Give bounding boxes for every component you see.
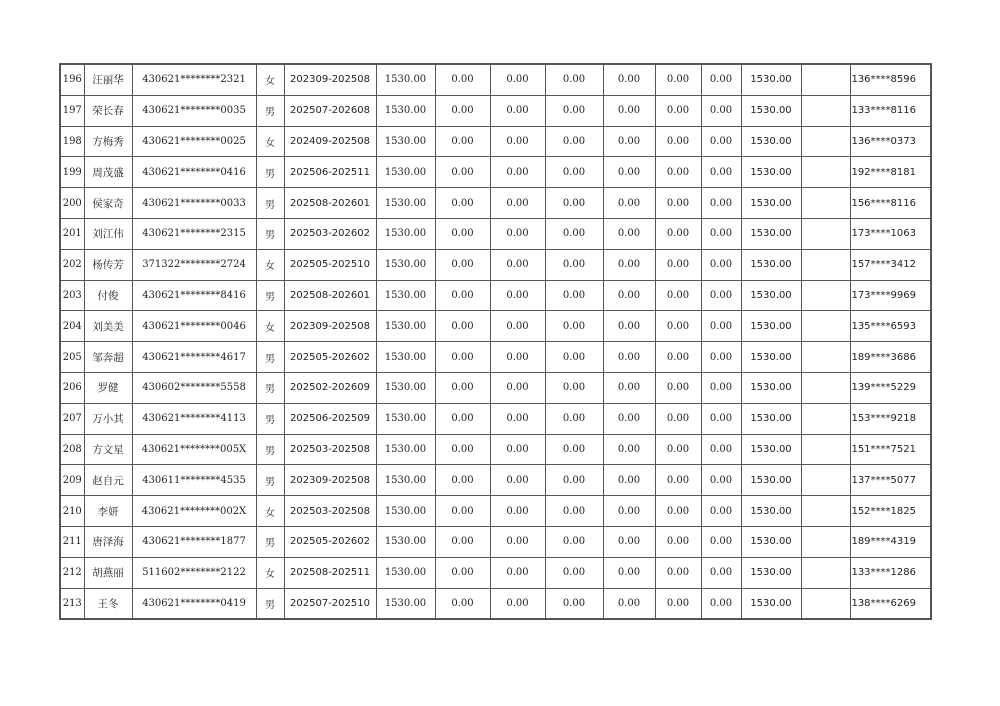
value-cell-5: 0.00 <box>655 95 701 126</box>
name-cell: 刘江伟 <box>84 218 132 249</box>
row-number-cell: 213 <box>60 588 84 619</box>
period-cell: 202508-202601 <box>284 280 376 311</box>
table-row <box>60 218 931 249</box>
value-cell-3: 0.00 <box>545 557 603 588</box>
blank-cell <box>801 403 850 434</box>
gender-cell: 女 <box>256 557 284 588</box>
value-cell-3: 0.00 <box>545 64 603 95</box>
blank-cell <box>801 465 850 496</box>
total-cell: 1530.00 <box>741 311 801 342</box>
value-cell-1: 0.00 <box>435 95 490 126</box>
value-cell-4: 0.00 <box>603 557 655 588</box>
name-cell: 付俊 <box>84 280 132 311</box>
blank-cell <box>801 126 850 157</box>
row-number-cell: 198 <box>60 126 84 157</box>
total-cell: 1530.00 <box>741 588 801 619</box>
name-cell: 刘美美 <box>84 311 132 342</box>
value-cell-6: 0.00 <box>701 465 741 496</box>
id-number-cell: 430621********4617 <box>132 342 256 373</box>
row-number-cell: 200 <box>60 188 84 219</box>
value-cell-5: 0.00 <box>655 557 701 588</box>
phone-cell: 136****0373 <box>850 126 931 157</box>
table-row <box>60 64 931 95</box>
amount-cell: 1530.00 <box>376 526 435 557</box>
blank-cell <box>801 95 850 126</box>
id-number-cell: 430621********4113 <box>132 403 256 434</box>
blank-cell <box>801 372 850 403</box>
phone-cell: 137****5077 <box>850 465 931 496</box>
value-cell-4: 0.00 <box>603 64 655 95</box>
total-cell: 1530.00 <box>741 496 801 527</box>
value-cell-2: 0.00 <box>490 157 545 188</box>
total-cell: 1530.00 <box>741 403 801 434</box>
value-cell-5: 0.00 <box>655 403 701 434</box>
value-cell-5: 0.00 <box>655 218 701 249</box>
value-cell-4: 0.00 <box>603 434 655 465</box>
name-cell: 胡燕丽 <box>84 557 132 588</box>
phone-cell: 133****1286 <box>850 557 931 588</box>
id-number-cell: 371322********2724 <box>132 249 256 280</box>
row-number-cell: 206 <box>60 372 84 403</box>
gender-cell: 女 <box>256 126 284 157</box>
value-cell-2: 0.00 <box>490 280 545 311</box>
total-cell: 1530.00 <box>741 557 801 588</box>
row-number-cell: 207 <box>60 403 84 434</box>
records-table <box>59 63 932 620</box>
value-cell-5: 0.00 <box>655 126 701 157</box>
total-cell: 1530.00 <box>741 280 801 311</box>
id-number-cell: 430621********0416 <box>132 157 256 188</box>
amount-cell: 1530.00 <box>376 249 435 280</box>
blank-cell <box>801 526 850 557</box>
row-number-cell: 197 <box>60 95 84 126</box>
table-row <box>60 557 931 588</box>
value-cell-4: 0.00 <box>603 188 655 219</box>
amount-cell: 1530.00 <box>376 218 435 249</box>
phone-cell: 173****1063 <box>850 218 931 249</box>
value-cell-4: 0.00 <box>603 218 655 249</box>
gender-cell: 男 <box>256 280 284 311</box>
value-cell-6: 0.00 <box>701 588 741 619</box>
table-row <box>60 342 931 373</box>
period-cell: 202503-202508 <box>284 434 376 465</box>
id-number-cell: 430611********4535 <box>132 465 256 496</box>
phone-cell: 138****6269 <box>850 588 931 619</box>
value-cell-2: 0.00 <box>490 218 545 249</box>
phone-cell: 152****1825 <box>850 496 931 527</box>
value-cell-5: 0.00 <box>655 188 701 219</box>
phone-cell: 136****8596 <box>850 64 931 95</box>
value-cell-4: 0.00 <box>603 157 655 188</box>
gender-cell: 女 <box>256 311 284 342</box>
value-cell-2: 0.00 <box>490 465 545 496</box>
phone-cell: 153****9218 <box>850 403 931 434</box>
period-cell: 202505-202602 <box>284 342 376 373</box>
value-cell-5: 0.00 <box>655 157 701 188</box>
total-cell: 1530.00 <box>741 188 801 219</box>
row-number-cell: 202 <box>60 249 84 280</box>
amount-cell: 1530.00 <box>376 64 435 95</box>
row-number-cell: 209 <box>60 465 84 496</box>
table-row <box>60 434 931 465</box>
name-cell: 邹奔超 <box>84 342 132 373</box>
total-cell: 1530.00 <box>741 126 801 157</box>
period-cell: 202506-202509 <box>284 403 376 434</box>
name-cell: 汪丽华 <box>84 64 132 95</box>
value-cell-3: 0.00 <box>545 157 603 188</box>
value-cell-5: 0.00 <box>655 465 701 496</box>
value-cell-3: 0.00 <box>545 342 603 373</box>
value-cell-1: 0.00 <box>435 434 490 465</box>
phone-cell: 139****5229 <box>850 372 931 403</box>
value-cell-4: 0.00 <box>603 249 655 280</box>
table-row <box>60 526 931 557</box>
value-cell-6: 0.00 <box>701 218 741 249</box>
value-cell-3: 0.00 <box>545 434 603 465</box>
amount-cell: 1530.00 <box>376 311 435 342</box>
phone-cell: 156****8116 <box>850 188 931 219</box>
gender-cell: 男 <box>256 157 284 188</box>
row-number-cell: 205 <box>60 342 84 373</box>
value-cell-2: 0.00 <box>490 496 545 527</box>
value-cell-1: 0.00 <box>435 64 490 95</box>
gender-cell: 男 <box>256 95 284 126</box>
table-row <box>60 280 931 311</box>
value-cell-1: 0.00 <box>435 496 490 527</box>
gender-cell: 男 <box>256 434 284 465</box>
phone-cell: 133****8116 <box>850 95 931 126</box>
value-cell-5: 0.00 <box>655 311 701 342</box>
value-cell-3: 0.00 <box>545 311 603 342</box>
value-cell-2: 0.00 <box>490 249 545 280</box>
value-cell-3: 0.00 <box>545 249 603 280</box>
value-cell-1: 0.00 <box>435 526 490 557</box>
table-row <box>60 372 931 403</box>
row-number-cell: 199 <box>60 157 84 188</box>
value-cell-6: 0.00 <box>701 64 741 95</box>
total-cell: 1530.00 <box>741 218 801 249</box>
amount-cell: 1530.00 <box>376 496 435 527</box>
name-cell: 唐泽海 <box>84 526 132 557</box>
name-cell: 荣长春 <box>84 95 132 126</box>
value-cell-6: 0.00 <box>701 372 741 403</box>
value-cell-3: 0.00 <box>545 403 603 434</box>
value-cell-4: 0.00 <box>603 280 655 311</box>
gender-cell: 女 <box>256 249 284 280</box>
value-cell-1: 0.00 <box>435 557 490 588</box>
value-cell-2: 0.00 <box>490 557 545 588</box>
period-cell: 202503-202602 <box>284 218 376 249</box>
value-cell-2: 0.00 <box>490 342 545 373</box>
value-cell-6: 0.00 <box>701 188 741 219</box>
blank-cell <box>801 496 850 527</box>
name-cell: 王冬 <box>84 588 132 619</box>
gender-cell: 女 <box>256 64 284 95</box>
blank-cell <box>801 188 850 219</box>
name-cell: 赵自元 <box>84 465 132 496</box>
name-cell: 罗健 <box>84 372 132 403</box>
name-cell: 方文星 <box>84 434 132 465</box>
id-number-cell: 430621********0046 <box>132 311 256 342</box>
value-cell-3: 0.00 <box>545 526 603 557</box>
phone-cell: 189****4319 <box>850 526 931 557</box>
value-cell-3: 0.00 <box>545 188 603 219</box>
table-body <box>60 64 931 619</box>
name-cell: 周茂盛 <box>84 157 132 188</box>
value-cell-6: 0.00 <box>701 311 741 342</box>
period-cell: 202507-202608 <box>284 95 376 126</box>
value-cell-1: 0.00 <box>435 465 490 496</box>
period-cell: 202508-202511 <box>284 557 376 588</box>
amount-cell: 1530.00 <box>376 588 435 619</box>
amount-cell: 1530.00 <box>376 403 435 434</box>
row-number-cell: 211 <box>60 526 84 557</box>
phone-cell: 189****3686 <box>850 342 931 373</box>
table-row <box>60 496 931 527</box>
table-row <box>60 311 931 342</box>
total-cell: 1530.00 <box>741 249 801 280</box>
row-number-cell: 210 <box>60 496 84 527</box>
id-number-cell: 430621********0419 <box>132 588 256 619</box>
value-cell-3: 0.00 <box>545 218 603 249</box>
period-cell: 202505-202602 <box>284 526 376 557</box>
value-cell-6: 0.00 <box>701 526 741 557</box>
amount-cell: 1530.00 <box>376 372 435 403</box>
row-number-cell: 208 <box>60 434 84 465</box>
blank-cell <box>801 434 850 465</box>
phone-cell: 157****3412 <box>850 249 931 280</box>
period-cell: 202503-202508 <box>284 496 376 527</box>
row-number-cell: 203 <box>60 280 84 311</box>
id-number-cell: 430621********2315 <box>132 218 256 249</box>
value-cell-5: 0.00 <box>655 372 701 403</box>
total-cell: 1530.00 <box>741 465 801 496</box>
value-cell-4: 0.00 <box>603 311 655 342</box>
value-cell-2: 0.00 <box>490 95 545 126</box>
value-cell-3: 0.00 <box>545 465 603 496</box>
value-cell-6: 0.00 <box>701 496 741 527</box>
blank-cell <box>801 588 850 619</box>
id-number-cell: 430602********5558 <box>132 372 256 403</box>
value-cell-2: 0.00 <box>490 372 545 403</box>
id-number-cell: 430621********005X <box>132 434 256 465</box>
value-cell-4: 0.00 <box>603 95 655 126</box>
row-number-cell: 196 <box>60 64 84 95</box>
value-cell-2: 0.00 <box>490 188 545 219</box>
value-cell-6: 0.00 <box>701 280 741 311</box>
period-cell: 202505-202510 <box>284 249 376 280</box>
period-cell: 202502-202609 <box>284 372 376 403</box>
blank-cell <box>801 342 850 373</box>
value-cell-1: 0.00 <box>435 188 490 219</box>
value-cell-1: 0.00 <box>435 588 490 619</box>
id-number-cell: 430621********0025 <box>132 126 256 157</box>
value-cell-6: 0.00 <box>701 249 741 280</box>
amount-cell: 1530.00 <box>376 126 435 157</box>
value-cell-6: 0.00 <box>701 342 741 373</box>
total-cell: 1530.00 <box>741 372 801 403</box>
value-cell-4: 0.00 <box>603 496 655 527</box>
value-cell-4: 0.00 <box>603 126 655 157</box>
gender-cell: 男 <box>256 372 284 403</box>
value-cell-1: 0.00 <box>435 403 490 434</box>
value-cell-5: 0.00 <box>655 526 701 557</box>
value-cell-6: 0.00 <box>701 126 741 157</box>
value-cell-1: 0.00 <box>435 372 490 403</box>
total-cell: 1530.00 <box>741 342 801 373</box>
gender-cell: 男 <box>256 342 284 373</box>
value-cell-6: 0.00 <box>701 157 741 188</box>
amount-cell: 1530.00 <box>376 95 435 126</box>
value-cell-5: 0.00 <box>655 434 701 465</box>
name-cell: 杨传芳 <box>84 249 132 280</box>
amount-cell: 1530.00 <box>376 342 435 373</box>
period-cell: 202309-202508 <box>284 311 376 342</box>
value-cell-3: 0.00 <box>545 372 603 403</box>
amount-cell: 1530.00 <box>376 557 435 588</box>
blank-cell <box>801 218 850 249</box>
value-cell-6: 0.00 <box>701 403 741 434</box>
period-cell: 202506-202511 <box>284 157 376 188</box>
value-cell-4: 0.00 <box>603 403 655 434</box>
table-row <box>60 588 931 619</box>
value-cell-4: 0.00 <box>603 465 655 496</box>
gender-cell: 男 <box>256 188 284 219</box>
value-cell-2: 0.00 <box>490 588 545 619</box>
blank-cell <box>801 280 850 311</box>
value-cell-4: 0.00 <box>603 342 655 373</box>
gender-cell: 男 <box>256 403 284 434</box>
total-cell: 1530.00 <box>741 157 801 188</box>
value-cell-4: 0.00 <box>603 526 655 557</box>
value-cell-2: 0.00 <box>490 403 545 434</box>
value-cell-3: 0.00 <box>545 588 603 619</box>
value-cell-6: 0.00 <box>701 434 741 465</box>
value-cell-6: 0.00 <box>701 95 741 126</box>
value-cell-3: 0.00 <box>545 496 603 527</box>
gender-cell: 男 <box>256 526 284 557</box>
value-cell-4: 0.00 <box>603 588 655 619</box>
value-cell-1: 0.00 <box>435 157 490 188</box>
table-row <box>60 403 931 434</box>
table-row <box>60 157 931 188</box>
value-cell-5: 0.00 <box>655 249 701 280</box>
value-cell-2: 0.00 <box>490 64 545 95</box>
blank-cell <box>801 311 850 342</box>
value-cell-4: 0.00 <box>603 372 655 403</box>
total-cell: 1530.00 <box>741 95 801 126</box>
period-cell: 202309-202508 <box>284 465 376 496</box>
amount-cell: 1530.00 <box>376 280 435 311</box>
period-cell: 202507-202510 <box>284 588 376 619</box>
table-row <box>60 249 931 280</box>
table-row <box>60 95 931 126</box>
name-cell: 万小其 <box>84 403 132 434</box>
period-cell: 202309-202508 <box>284 64 376 95</box>
id-number-cell: 430621********2321 <box>132 64 256 95</box>
value-cell-3: 0.00 <box>545 126 603 157</box>
row-number-cell: 212 <box>60 557 84 588</box>
value-cell-5: 0.00 <box>655 64 701 95</box>
blank-cell <box>801 557 850 588</box>
blank-cell <box>801 64 850 95</box>
gender-cell: 男 <box>256 588 284 619</box>
value-cell-2: 0.00 <box>490 434 545 465</box>
value-cell-5: 0.00 <box>655 496 701 527</box>
value-cell-1: 0.00 <box>435 280 490 311</box>
phone-cell: 135****6593 <box>850 311 931 342</box>
blank-cell <box>801 249 850 280</box>
phone-cell: 192****8181 <box>850 157 931 188</box>
value-cell-5: 0.00 <box>655 280 701 311</box>
period-cell: 202409-202508 <box>284 126 376 157</box>
total-cell: 1530.00 <box>741 64 801 95</box>
name-cell: 方梅秀 <box>84 126 132 157</box>
id-number-cell: 430621********0033 <box>132 188 256 219</box>
row-number-cell: 201 <box>60 218 84 249</box>
id-number-cell: 430621********0035 <box>132 95 256 126</box>
amount-cell: 1530.00 <box>376 157 435 188</box>
table-row <box>60 188 931 219</box>
name-cell: 李妍 <box>84 496 132 527</box>
value-cell-2: 0.00 <box>490 311 545 342</box>
value-cell-2: 0.00 <box>490 126 545 157</box>
value-cell-6: 0.00 <box>701 557 741 588</box>
gender-cell: 男 <box>256 465 284 496</box>
value-cell-5: 0.00 <box>655 342 701 373</box>
value-cell-3: 0.00 <box>545 280 603 311</box>
name-cell: 侯家奇 <box>84 188 132 219</box>
value-cell-1: 0.00 <box>435 126 490 157</box>
id-number-cell: 430621********1877 <box>132 526 256 557</box>
id-number-cell: 430621********002X <box>132 496 256 527</box>
phone-cell: 151****7521 <box>850 434 931 465</box>
value-cell-1: 0.00 <box>435 218 490 249</box>
table-row <box>60 126 931 157</box>
total-cell: 1530.00 <box>741 434 801 465</box>
blank-cell <box>801 157 850 188</box>
total-cell: 1530.00 <box>741 526 801 557</box>
amount-cell: 1530.00 <box>376 465 435 496</box>
phone-cell: 173****9969 <box>850 280 931 311</box>
value-cell-5: 0.00 <box>655 588 701 619</box>
gender-cell: 男 <box>256 218 284 249</box>
value-cell-2: 0.00 <box>490 526 545 557</box>
id-number-cell: 511602********2122 <box>132 557 256 588</box>
value-cell-1: 0.00 <box>435 342 490 373</box>
amount-cell: 1530.00 <box>376 434 435 465</box>
value-cell-3: 0.00 <box>545 95 603 126</box>
amount-cell: 1530.00 <box>376 188 435 219</box>
row-number-cell: 204 <box>60 311 84 342</box>
table-row <box>60 465 931 496</box>
period-cell: 202508-202601 <box>284 188 376 219</box>
value-cell-1: 0.00 <box>435 311 490 342</box>
value-cell-1: 0.00 <box>435 249 490 280</box>
gender-cell: 女 <box>256 496 284 527</box>
id-number-cell: 430621********8416 <box>132 280 256 311</box>
